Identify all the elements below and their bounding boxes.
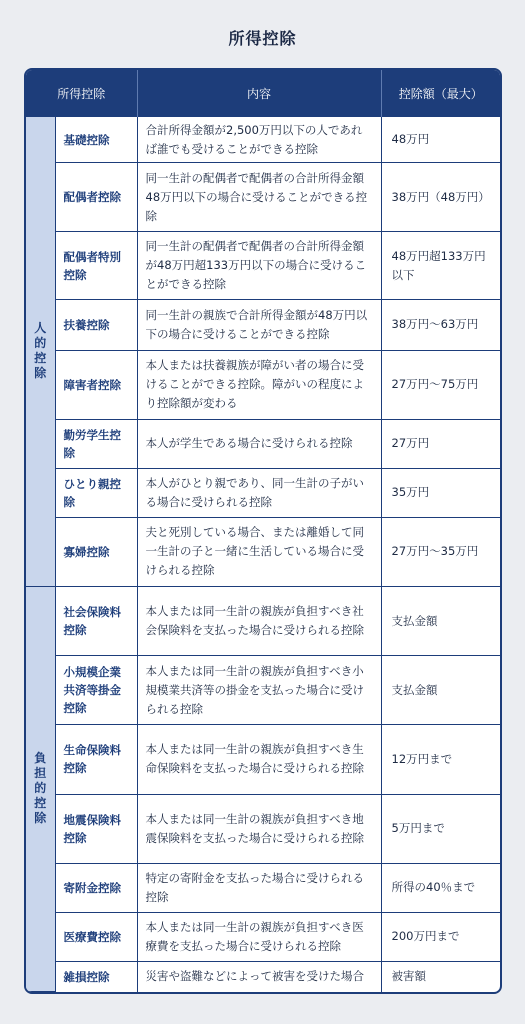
table-row — [26, 350, 500, 419]
row-name: 配偶者控除 — [55, 163, 137, 232]
row-amount: 27万円 — [381, 419, 500, 468]
table-row — [26, 961, 500, 991]
row-name: 小規模企業共済等掛金控除 — [55, 656, 137, 725]
row-amount: 200万円まで — [381, 912, 500, 961]
row-name: 地震保険料控除 — [55, 794, 137, 863]
row-amount: 27万円～35万円 — [381, 517, 500, 586]
row-content: 本人または扶養親族が障がい者の場合に受けることができる控除。障がいの程度により控除額が変わる — [137, 350, 381, 419]
row-content: 本人または同一生計の親族が負担すべき小規模業共済等の掛金を支払った場合に受けられる控除 — [137, 656, 381, 725]
table-row — [26, 912, 500, 961]
row-content: 同一生計の配偶者で配偶者の合計所得金額が48万円超133万円以下の場合に受けることができる控除 — [137, 232, 381, 300]
row-name: 寡婦控除 — [55, 517, 137, 586]
row-content: 合計所得金額が2,500万円以下の人であれば誰でも受けることができる控除 — [137, 117, 381, 163]
row-amount: 27万円～75万円 — [381, 350, 500, 419]
row-name: 障害者控除 — [55, 350, 137, 419]
row-name: 生命保険料控除 — [55, 725, 137, 794]
row-amount: 38万円（48万円） — [381, 163, 500, 232]
row-amount: 38万円～63万円 — [381, 300, 500, 350]
row-name: 基礎控除 — [55, 117, 137, 163]
row-amount: 所得の40％まで — [381, 863, 500, 912]
table-row — [26, 163, 500, 232]
row-content: 本人または同一生計の親族が負担すべき生命保険料を支払った場合に受けられる控除 — [137, 725, 381, 794]
table-row — [26, 468, 500, 517]
row-content: 本人がひとり親であり、同一生計の子がいる場合に受けられる控除 — [137, 468, 381, 517]
table-row — [26, 117, 500, 163]
row-content: 本人が学生である場合に受けられる控除 — [137, 419, 381, 468]
header-amount: 控除額（最大） — [381, 70, 500, 117]
row-amount: 5万円まで — [381, 794, 500, 863]
deduction-table — [26, 70, 500, 992]
row-content: 本人または同一生計の親族が負担すべき地震保険料を支払った場合に受けられる控除 — [137, 794, 381, 863]
row-amount: 48万円超133万円以下 — [381, 232, 500, 300]
row-name: 配偶者特別控除 — [55, 232, 137, 300]
group-burden — [26, 587, 55, 992]
deduction-table-container — [24, 68, 502, 994]
row-amount: 支払金額 — [381, 656, 500, 725]
row-content: 特定の寄附金を支払った場合に受けられる控除 — [137, 863, 381, 912]
table-row — [26, 517, 500, 586]
row-amount: 被害額 — [381, 961, 500, 991]
header-content: 内容 — [137, 70, 381, 117]
row-content: 本人または同一生計の親族が負担すべき社会保険料を支払った場合に受けられる控除 — [137, 587, 381, 656]
row-content: 同一生計の配偶者で配偶者の合計所得金額48万円以下の場合に受けることができる控除 — [137, 163, 381, 232]
row-amount: 48万円 — [381, 117, 500, 163]
row-content: 夫と死別している場合、または離婚して同一生計の子と一緒に生活している場合に受けられる控除 — [137, 517, 381, 586]
row-amount: 支払金額 — [381, 587, 500, 656]
table-row — [26, 863, 500, 912]
row-content: 本人または同一生計の親族が負担すべき医療費を支払った場合に受けられる控除 — [137, 912, 381, 961]
row-content: 同一生計の親族で合計所得金額が48万円以下の場合に受けることができる控除 — [137, 300, 381, 350]
row-amount: 35万円 — [381, 468, 500, 517]
row-content: 災害や盗難などによって被害を受けた場合 — [137, 961, 381, 991]
group-personal-label: 人的控除 — [34, 320, 47, 380]
header-deduction: 所得控除 — [26, 70, 137, 117]
row-name: ひとり親控除 — [55, 468, 137, 517]
table-row — [26, 794, 500, 863]
row-amount: 12万円まで — [381, 725, 500, 794]
table-row — [26, 725, 500, 794]
table-row — [26, 656, 500, 725]
table-row — [26, 419, 500, 468]
row-name: 医療費控除 — [55, 912, 137, 961]
row-name: 扶養控除 — [55, 300, 137, 350]
table-header-row — [26, 70, 500, 117]
group-burden-label: 負担的控除 — [34, 750, 47, 825]
row-name: 社会保険料控除 — [55, 587, 137, 656]
table-row — [26, 232, 500, 300]
table-row — [26, 300, 500, 350]
page-title: 所得控除 — [228, 29, 297, 48]
row-name: 寄附金控除 — [55, 863, 137, 912]
row-name: 雑損控除 — [55, 961, 137, 991]
table-row — [26, 587, 500, 656]
group-personal — [26, 117, 55, 587]
row-name: 勤労学生控除 — [55, 419, 137, 468]
